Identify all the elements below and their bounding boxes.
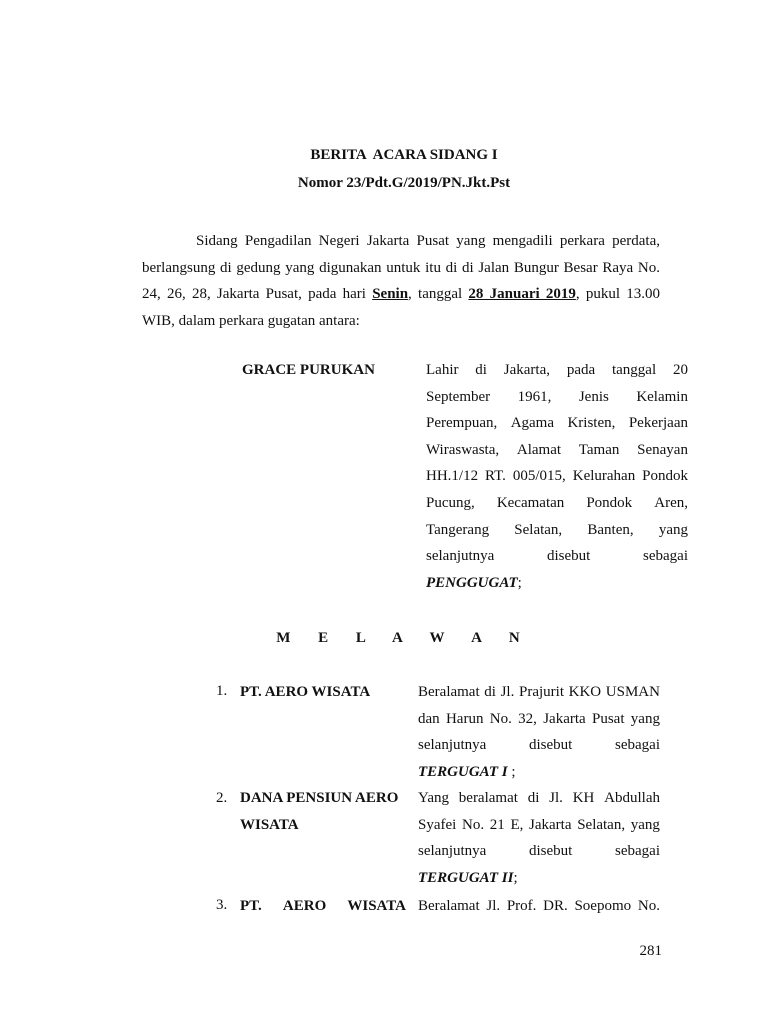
word: Jakarta	[529, 816, 572, 833]
plaintiff-line	[426, 357, 688, 384]
hearing-date: 28 Januari 2019	[468, 286, 576, 303]
defendant-1-number: 1.	[216, 683, 228, 699]
plaintiff-line	[426, 517, 688, 544]
defendant-1-line	[418, 732, 660, 759]
intro-text-a: Sidang Pengadilan Negeri Jakarta Pusat yang mengadili perkara perdata, berlangsung di gedung yang digunakan untuk itu di di Jalan Bungur Besar Raya No. 24, 26, 28, Jakarta Pusat, pada hari	[142, 233, 660, 303]
defendant-1-line	[418, 706, 660, 733]
plaintiff-description	[426, 357, 688, 596]
defendant-1-role-suffix: ;	[507, 763, 516, 780]
word: Beralamat	[418, 898, 480, 914]
word: Wiraswasta,	[426, 441, 500, 458]
case-number: Nomor 23/Pdt.G/2019/PN.Jkt.Pst	[297, 175, 511, 191]
plaintiff-line	[426, 463, 688, 490]
word: Kelurahan	[572, 468, 636, 485]
defendant-2-line	[418, 785, 660, 812]
document-title: BERITA ACARA SIDANG I	[310, 147, 498, 163]
plaintiff-role-suffix: ;	[517, 574, 522, 591]
word: HH.1/12	[426, 468, 479, 485]
word: 32,	[518, 710, 537, 727]
word: AERO	[282, 898, 327, 914]
plaintiff-line	[426, 543, 688, 570]
word: Tangerang	[426, 521, 490, 538]
word: 005/015,	[512, 468, 566, 485]
word: Senayan	[637, 441, 688, 458]
word: Jl.	[500, 684, 515, 700]
defendant-1-line	[418, 679, 660, 706]
word: Harun	[445, 710, 484, 727]
defendant-3-name-line	[240, 893, 406, 920]
word: disebut	[529, 737, 573, 754]
word: di	[475, 362, 487, 378]
word: dan	[418, 710, 440, 727]
word: No.	[489, 710, 512, 727]
intro-text-c: , pukul 13.00 WIB, dalam perkara gugatan antara:	[142, 286, 660, 330]
plaintiff-line	[426, 384, 688, 411]
word: Pondok	[586, 494, 633, 511]
word: Lahir	[426, 362, 459, 378]
word: Selatan,	[514, 521, 563, 538]
word: E,	[510, 816, 524, 833]
plaintiff-line	[426, 410, 688, 437]
intro-text-b: , tanggal	[408, 286, 469, 303]
word: Abdullah	[604, 790, 660, 806]
word: yang	[658, 521, 688, 538]
hearing-day: Senin	[372, 286, 409, 303]
word: Prajurit	[519, 684, 564, 700]
word: sebagai	[615, 843, 660, 860]
word: yang	[630, 816, 660, 833]
intro-paragraph	[142, 228, 660, 335]
defendant-2-number: 2.	[216, 790, 228, 806]
word: Jl.	[549, 790, 563, 806]
word: selanjutnya	[426, 548, 495, 565]
defendant-1-name	[240, 679, 406, 706]
word: sebagai	[615, 737, 660, 754]
word: Beralamat	[418, 684, 480, 700]
word: No.	[637, 898, 660, 914]
word: KKO	[568, 684, 602, 700]
defendant-2-role-line	[418, 865, 660, 892]
word: disebut	[529, 843, 573, 860]
defendant-3-line	[418, 893, 660, 920]
word: Kristen,	[567, 415, 616, 432]
word: 20	[672, 362, 688, 378]
word: WISATA	[347, 898, 406, 914]
defendant-2-description	[418, 785, 660, 891]
word: Jenis	[578, 388, 609, 405]
word: Jakarta	[543, 710, 586, 727]
word: pada	[566, 362, 596, 378]
word: Alamat	[516, 441, 562, 458]
defendant-2-line	[418, 812, 660, 839]
word: di	[484, 684, 496, 700]
word: tanggal	[611, 362, 657, 378]
word: Taman	[578, 441, 620, 458]
word: Prof.	[506, 898, 537, 914]
defendant-3-name	[240, 893, 406, 920]
plaintiff-role-line	[426, 570, 688, 597]
word: beralamat	[458, 790, 518, 806]
defendant-2-name-line: DANA PENSIUN AERO	[240, 790, 399, 806]
word: Pucung,	[426, 494, 475, 511]
word: USMAN	[605, 684, 660, 700]
word: di	[527, 790, 540, 806]
word: selanjutnya	[418, 737, 487, 754]
defendant-1-role-line	[418, 759, 660, 786]
plaintiff-role: PENGGUGAT	[426, 574, 518, 591]
word: Kelamin	[636, 388, 688, 405]
word: selanjutnya	[418, 843, 487, 860]
word: 1961,	[517, 388, 552, 405]
defendant-2-name-line: WISATA	[240, 817, 299, 833]
defendant-3-number: 3.	[216, 897, 228, 913]
page-number: 281	[639, 943, 662, 959]
word: Kecamatan	[496, 494, 565, 511]
melawan-heading: M E L A W A N	[276, 630, 532, 646]
defendant-3-description	[418, 893, 660, 920]
defendant-2-role-suffix: ;	[513, 869, 518, 886]
word: September	[426, 388, 491, 405]
defendant-2-role: TERGUGAT II	[418, 869, 514, 886]
word: Jakarta,	[503, 362, 551, 378]
word: 21	[489, 816, 505, 833]
word: Pondok	[642, 468, 688, 485]
word: Banten,	[587, 521, 634, 538]
defendant-1-description	[418, 679, 660, 785]
word: Yang	[418, 790, 449, 806]
word: DR.	[543, 898, 568, 914]
word: Perempuan,	[426, 415, 498, 432]
defendant-1-name-line: PT. AERO WISATA	[240, 684, 371, 700]
plaintiff-line	[426, 437, 688, 464]
defendant-2-line	[418, 838, 660, 865]
word: RT.	[485, 468, 506, 485]
word: PT.	[240, 898, 262, 914]
plaintiff-name: GRACE PURUKAN	[242, 362, 375, 378]
word: Agama	[510, 415, 555, 432]
word: Aren,	[654, 494, 688, 511]
plaintiff-line	[426, 490, 688, 517]
word: Soepomo	[574, 898, 632, 914]
word: Jl.	[486, 898, 501, 914]
word: disebut	[547, 548, 591, 565]
word: KH	[572, 790, 595, 806]
word: No.	[462, 816, 485, 833]
defendant-1-role: TERGUGAT I	[418, 763, 508, 780]
word: yang	[630, 710, 660, 727]
word: sebagai	[643, 548, 688, 565]
word: Pusat	[591, 710, 625, 727]
defendant-2-name	[240, 785, 406, 839]
word: Pekerjaan	[628, 415, 688, 432]
word: Syafei	[418, 816, 457, 833]
word: Selatan,	[577, 816, 626, 833]
